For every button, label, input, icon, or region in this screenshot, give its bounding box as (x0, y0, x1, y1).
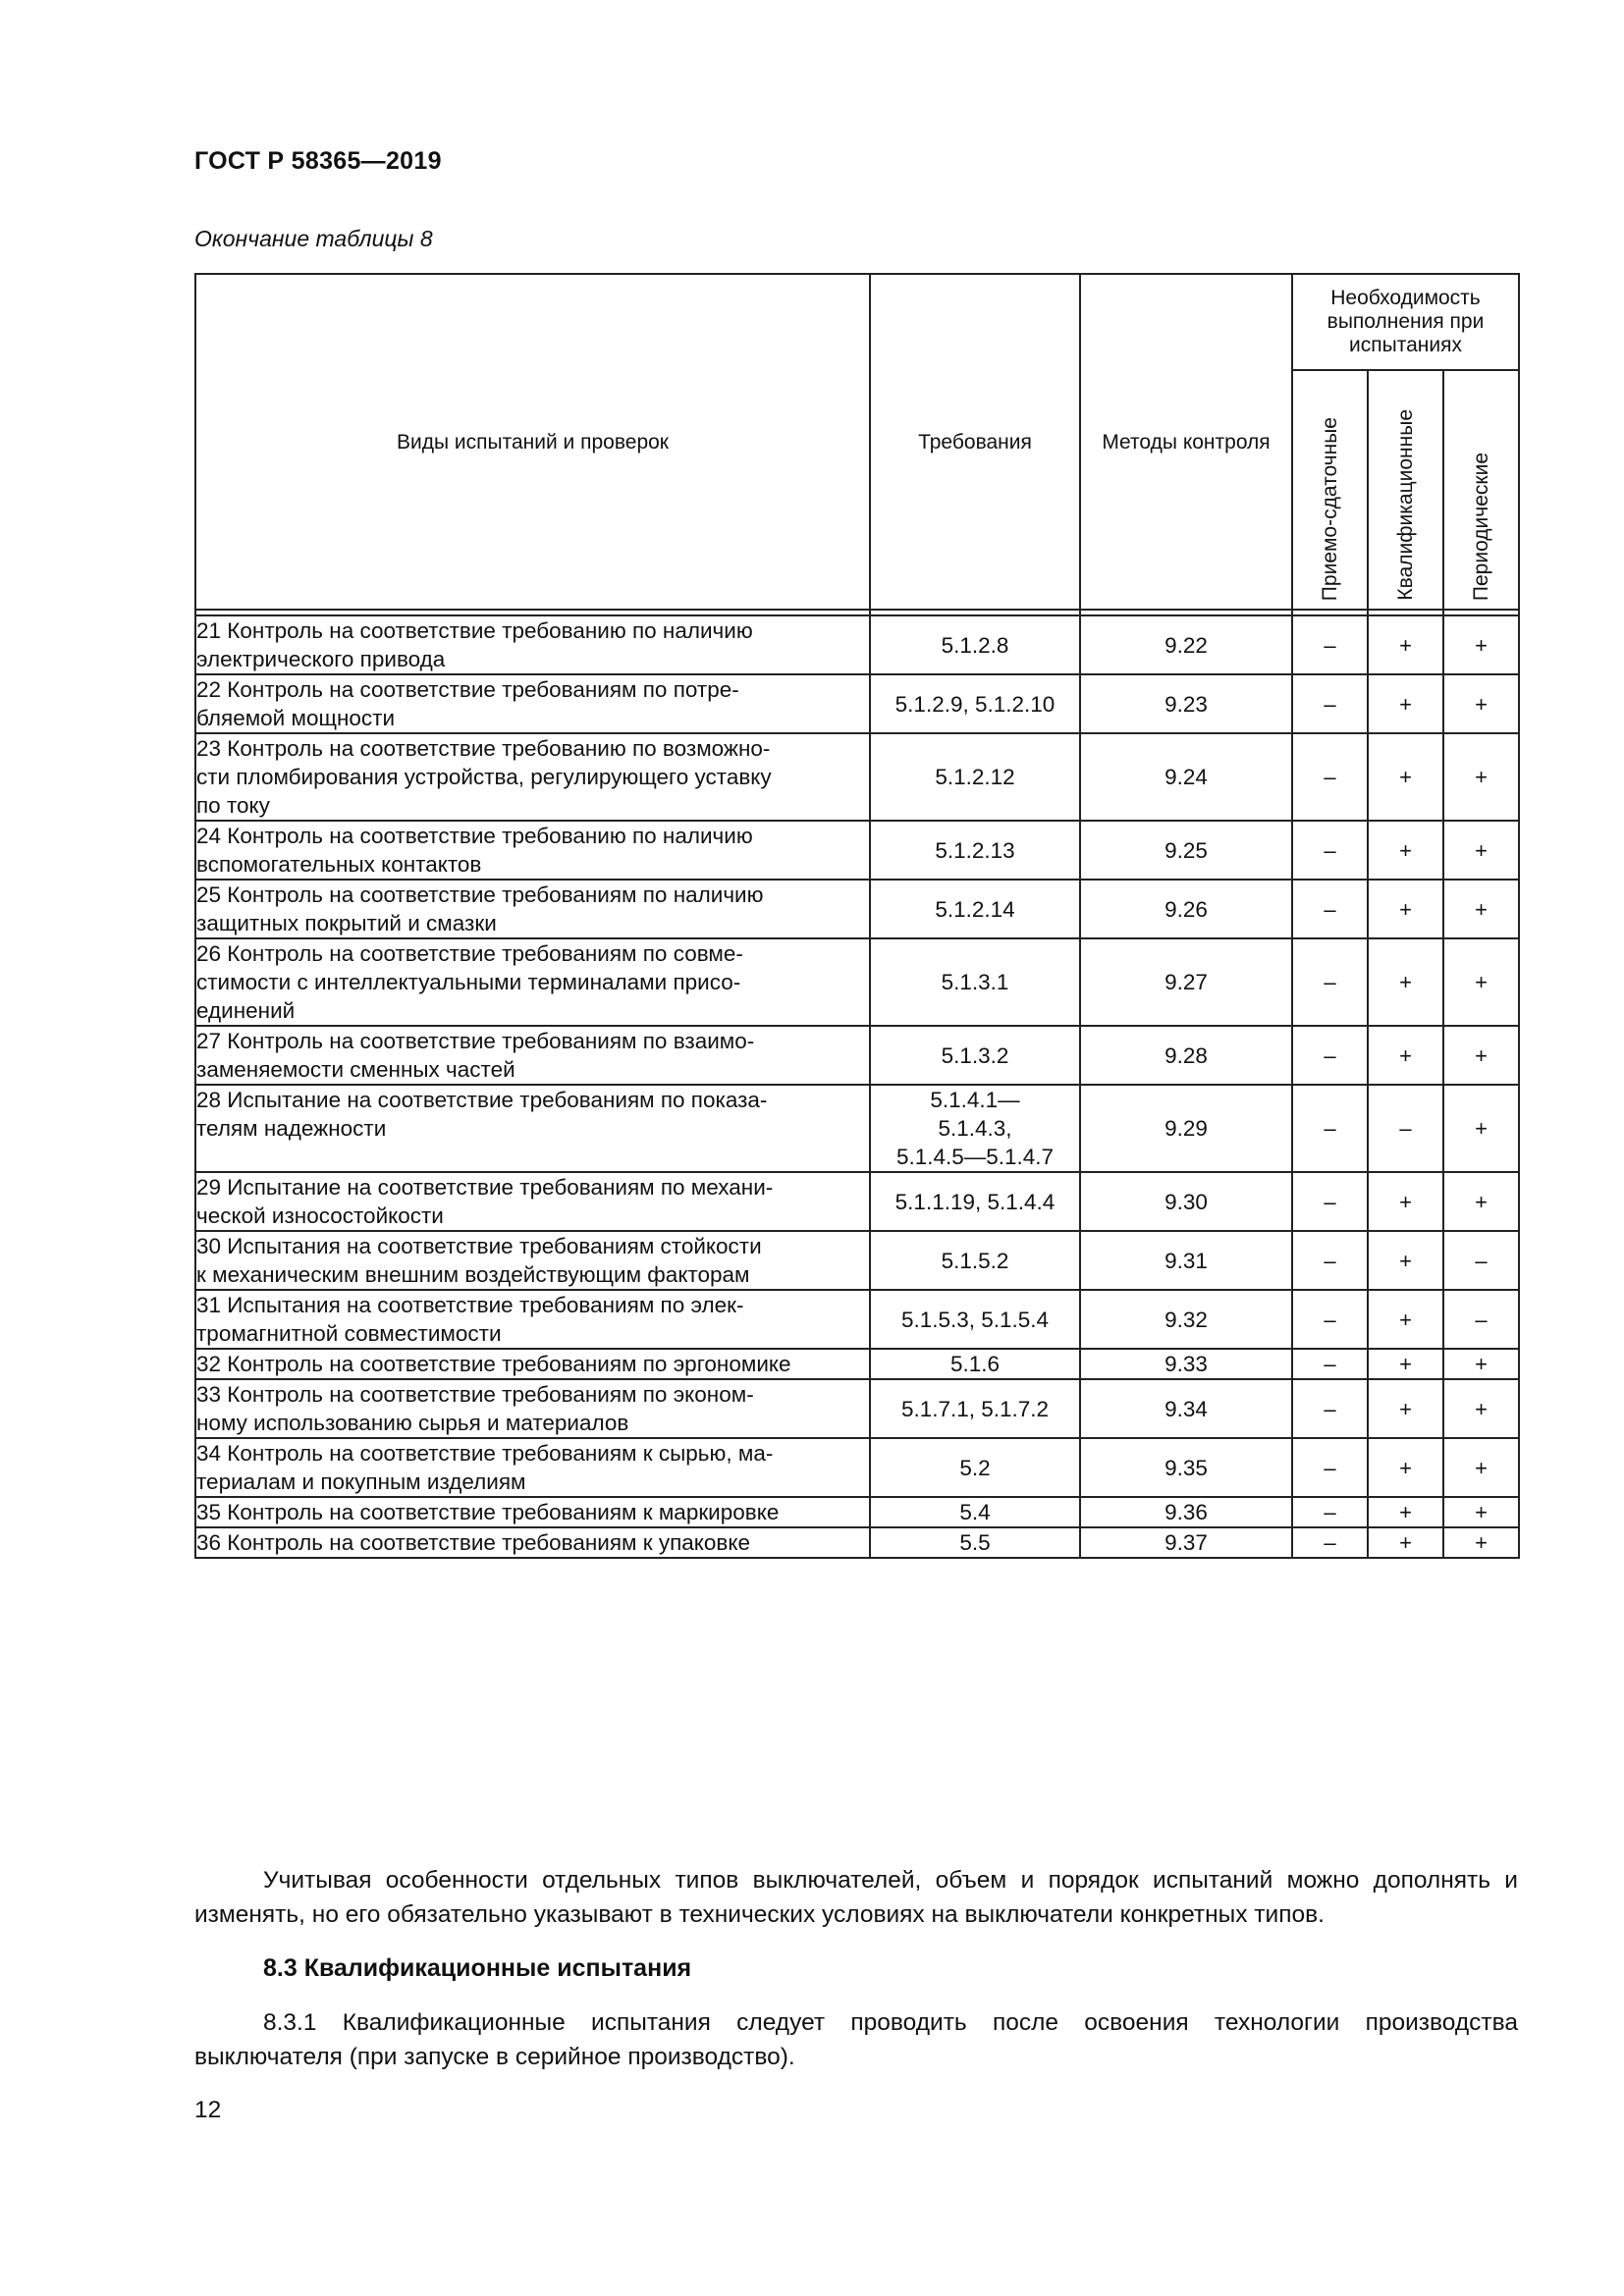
description-line: вспомогательных контактов (196, 852, 482, 877)
control-method-ref: 9.30 (1080, 1172, 1292, 1231)
qualification-mark: + (1368, 821, 1443, 880)
periodic-mark: – (1443, 1290, 1519, 1349)
header-qualification (1368, 370, 1443, 610)
description-line: к механическим внешним воздействующим факторам (196, 1262, 750, 1287)
section-heading: 8.3 Квалификационные испытания (263, 1954, 692, 1982)
header-methods: Методы контроля (1080, 274, 1292, 610)
qualification-mark: – (1368, 1085, 1443, 1172)
description-line: териалам и покупным изделиям (196, 1469, 526, 1494)
periodic-mark: + (1443, 1379, 1519, 1438)
description-line: 25 Контроль на соответствие требованиям по наличию (196, 882, 764, 907)
acceptance-mark: – (1292, 1438, 1368, 1497)
header-requirements: Требования (870, 274, 1080, 610)
control-method-ref: 9.24 (1080, 733, 1292, 821)
description-line: 27 Контроль на соответствие требованиям по взаимо- (196, 1029, 755, 1053)
periodic-mark: – (1443, 1231, 1519, 1290)
table-row (195, 1231, 1519, 1290)
acceptance-mark: – (1292, 674, 1368, 733)
description-line: ческой износостойкости (196, 1203, 444, 1228)
table-row (195, 880, 1519, 938)
periodic-mark: + (1443, 938, 1519, 1026)
table-caption: Окончание таблицы 8 (194, 226, 433, 251)
description-line: бляемой мощности (196, 706, 396, 730)
periodic-mark: + (1443, 1349, 1519, 1379)
requirement-ref: 5.4 (870, 1497, 1080, 1527)
control-method-ref: 9.36 (1080, 1497, 1292, 1527)
description-line: телям надежности (196, 1116, 387, 1141)
description-line: электрического привода (196, 647, 446, 671)
header-acceptance-text: Приемо-сдаточные (1318, 416, 1341, 601)
control-method-ref: 9.33 (1080, 1349, 1292, 1379)
requirement-ref: 5.1.2.13 (870, 821, 1080, 880)
test-description (195, 1349, 870, 1379)
periodic-mark: + (1443, 733, 1519, 821)
description-line: 36 Контроль на соответствие требованиям к упаковке (196, 1530, 750, 1555)
test-description (195, 674, 870, 733)
periodic-mark: + (1443, 1085, 1519, 1172)
header-necessity-text: Необходимость выполнения при испытаниях (1326, 287, 1485, 356)
description-line: 32 Контроль на соответствие требованиям по эргономике (196, 1352, 791, 1376)
requirement-ref: 5.2 (870, 1438, 1080, 1497)
test-description (195, 615, 870, 674)
qualification-mark: + (1368, 1172, 1443, 1231)
requirement-ref: 5.1.1.19, 5.1.4.4 (870, 1172, 1080, 1231)
control-method-ref: 9.31 (1080, 1231, 1292, 1290)
control-method-ref: 9.28 (1080, 1026, 1292, 1085)
description-line: единений (196, 998, 296, 1023)
periodic-mark: + (1443, 674, 1519, 733)
description-line: 33 Контроль на соответствие требованиям по эконом- (196, 1382, 754, 1407)
qualification-mark: + (1368, 880, 1443, 938)
control-method-ref: 9.23 (1080, 674, 1292, 733)
control-method-ref: 9.25 (1080, 821, 1292, 880)
periodic-mark: + (1443, 1026, 1519, 1085)
acceptance-mark: – (1292, 615, 1368, 674)
table-row (195, 1085, 1519, 1172)
acceptance-mark: – (1292, 1527, 1368, 1558)
periodic-mark: + (1443, 821, 1519, 880)
qualification-mark: + (1368, 1379, 1443, 1438)
description-line: тромагнитной совместимости (196, 1321, 502, 1346)
periodic-mark: + (1443, 1438, 1519, 1497)
qualification-mark: + (1368, 674, 1443, 733)
description-line: стимости с интеллектуальными терминалами присо- (196, 970, 741, 994)
table-row (195, 1349, 1519, 1379)
test-description (195, 733, 870, 821)
control-method-ref: 9.34 (1080, 1379, 1292, 1438)
qualification-mark: + (1368, 1290, 1443, 1349)
acceptance-mark: – (1292, 821, 1368, 880)
qualification-mark: + (1368, 1497, 1443, 1527)
requirement-ref: 5.1.3.2 (870, 1026, 1080, 1085)
table-row (195, 1290, 1519, 1349)
test-description (195, 1231, 870, 1290)
acceptance-mark: – (1292, 880, 1368, 938)
periodic-mark: + (1443, 1527, 1519, 1558)
acceptance-mark: – (1292, 1172, 1368, 1231)
requirement-ref: 5.1.5.3, 5.1.5.4 (870, 1290, 1080, 1349)
requirement-ref: 5.1.5.2 (870, 1231, 1080, 1290)
requirement-ref (870, 1085, 1080, 1172)
description-line: 28 Испытание на соответствие требованиям по показа- (196, 1088, 768, 1112)
header-qualification-text: Квалификационные (1393, 409, 1417, 601)
periodic-mark: + (1443, 880, 1519, 938)
requirement-ref: 5.1.2.8 (870, 615, 1080, 674)
table-row (195, 1379, 1519, 1438)
requirement-ref: 5.1.3.1 (870, 938, 1080, 1026)
section-paragraph: 8.3.1 Квалификационные испытания следует проводить после освоения технологии производства выключателя (при запуске в серийное производство). (194, 2009, 1518, 2070)
requirement-ref: 5.1.2.9, 5.1.2.10 (870, 674, 1080, 733)
table-row (195, 821, 1519, 880)
description-line: 34 Контроль на соответствие требованиям к сырью, ма- (196, 1441, 774, 1466)
test-description (195, 1026, 870, 1085)
acceptance-mark: – (1292, 1026, 1368, 1085)
table-row (195, 674, 1519, 733)
acceptance-mark: – (1292, 1231, 1368, 1290)
test-description (195, 821, 870, 880)
description-line: 29 Испытание на соответствие требованиям по механи- (196, 1175, 774, 1200)
periodic-mark: + (1443, 1497, 1519, 1527)
qualification-mark: + (1368, 1438, 1443, 1497)
test-description (195, 1527, 870, 1558)
qualification-mark: + (1368, 733, 1443, 821)
description-line: 31 Испытания на соответствие требованиям по элек- (196, 1293, 744, 1317)
control-method-ref: 9.27 (1080, 938, 1292, 1026)
note-paragraph: Учитывая особенности отдельных типов выключателей, объем и порядок испытаний можно дополнять и изменять, но его обязательно указывают в технических условиях на выключатели конкретных типов. (194, 1867, 1518, 1928)
acceptance-mark: – (1292, 1290, 1368, 1349)
description-line: заменяемости сменных частей (196, 1057, 515, 1082)
table-row (195, 1172, 1519, 1231)
qualification-mark: + (1368, 615, 1443, 674)
requirement-ref: 5.1.2.12 (870, 733, 1080, 821)
qualification-mark: + (1368, 1231, 1443, 1290)
requirement-line: 5.1.4.3, (938, 1116, 1012, 1141)
table-row (195, 1026, 1519, 1085)
description-line: 23 Контроль на соответствие требованию по возможно- (196, 736, 771, 761)
description-line: по току (196, 793, 270, 818)
header-necessity (1292, 274, 1519, 370)
control-method-ref: 9.37 (1080, 1527, 1292, 1558)
test-description (195, 880, 870, 938)
acceptance-mark: – (1292, 1349, 1368, 1379)
qualification-mark: + (1368, 1349, 1443, 1379)
description-line: защитных покрытий и смазки (196, 911, 497, 935)
test-description (195, 938, 870, 1026)
requirement-ref: 5.1.7.1, 5.1.7.2 (870, 1379, 1080, 1438)
qualification-mark: + (1368, 1527, 1443, 1558)
qualification-mark: + (1368, 1026, 1443, 1085)
page-number: 12 (194, 2097, 222, 2123)
description-line: 35 Контроль на соответствие требованиям к маркировке (196, 1500, 780, 1524)
table-row (195, 615, 1519, 674)
table-row (195, 733, 1519, 821)
tests-table (194, 273, 1520, 1559)
table-body (195, 610, 1519, 1558)
requirement-line: 5.1.4.5—5.1.4.7 (895, 1145, 1055, 1169)
table-row (195, 1438, 1519, 1497)
description-line: 26 Контроль на соответствие требованиям по совме- (196, 941, 743, 966)
header-periodic-text: Периодические (1469, 452, 1492, 601)
control-method-ref: 9.26 (1080, 880, 1292, 938)
requirement-ref: 5.1.2.14 (870, 880, 1080, 938)
acceptance-mark: – (1292, 733, 1368, 821)
description-line: ному использованию сырья и материалов (196, 1411, 629, 1435)
acceptance-mark: – (1292, 1379, 1368, 1438)
acceptance-mark: – (1292, 938, 1368, 1026)
description-line: 30 Испытания на соответствие требованиям стойкости (196, 1234, 762, 1258)
test-description (195, 1497, 870, 1527)
header-periodic (1443, 370, 1519, 610)
control-method-ref: 9.32 (1080, 1290, 1292, 1349)
test-description (195, 1085, 870, 1172)
control-method-ref: 9.35 (1080, 1438, 1292, 1497)
header-acceptance (1292, 370, 1368, 610)
qualification-mark: + (1368, 938, 1443, 1026)
test-description (195, 1172, 870, 1231)
header-kinds: Виды испытаний и проверок (195, 274, 870, 610)
test-description (195, 1379, 870, 1438)
description-line: 21 Контроль на соответствие требованию по наличию (196, 618, 753, 643)
table-row (195, 1527, 1519, 1558)
description-line: 24 Контроль на соответствие требованию по наличию (196, 824, 753, 848)
test-description (195, 1438, 870, 1497)
control-method-ref: 9.29 (1080, 1085, 1292, 1172)
description-line: 22 Контроль на соответствие требованиям по потре- (196, 677, 739, 702)
document-code: ГОСТ Р 58365—2019 (194, 147, 442, 175)
table-row (195, 1497, 1519, 1527)
periodic-mark: + (1443, 615, 1519, 674)
test-description (195, 1290, 870, 1349)
control-method-ref: 9.22 (1080, 615, 1292, 674)
acceptance-mark: – (1292, 1497, 1368, 1527)
periodic-mark: + (1443, 1172, 1519, 1231)
table-row (195, 938, 1519, 1026)
requirement-line: 5.1.4.1— (930, 1088, 1020, 1112)
requirement-ref: 5.1.6 (870, 1349, 1080, 1379)
description-line: сти пломбирования устройства, регулирующего уставку (196, 765, 772, 789)
requirement-ref: 5.5 (870, 1527, 1080, 1558)
acceptance-mark: – (1292, 1085, 1368, 1172)
